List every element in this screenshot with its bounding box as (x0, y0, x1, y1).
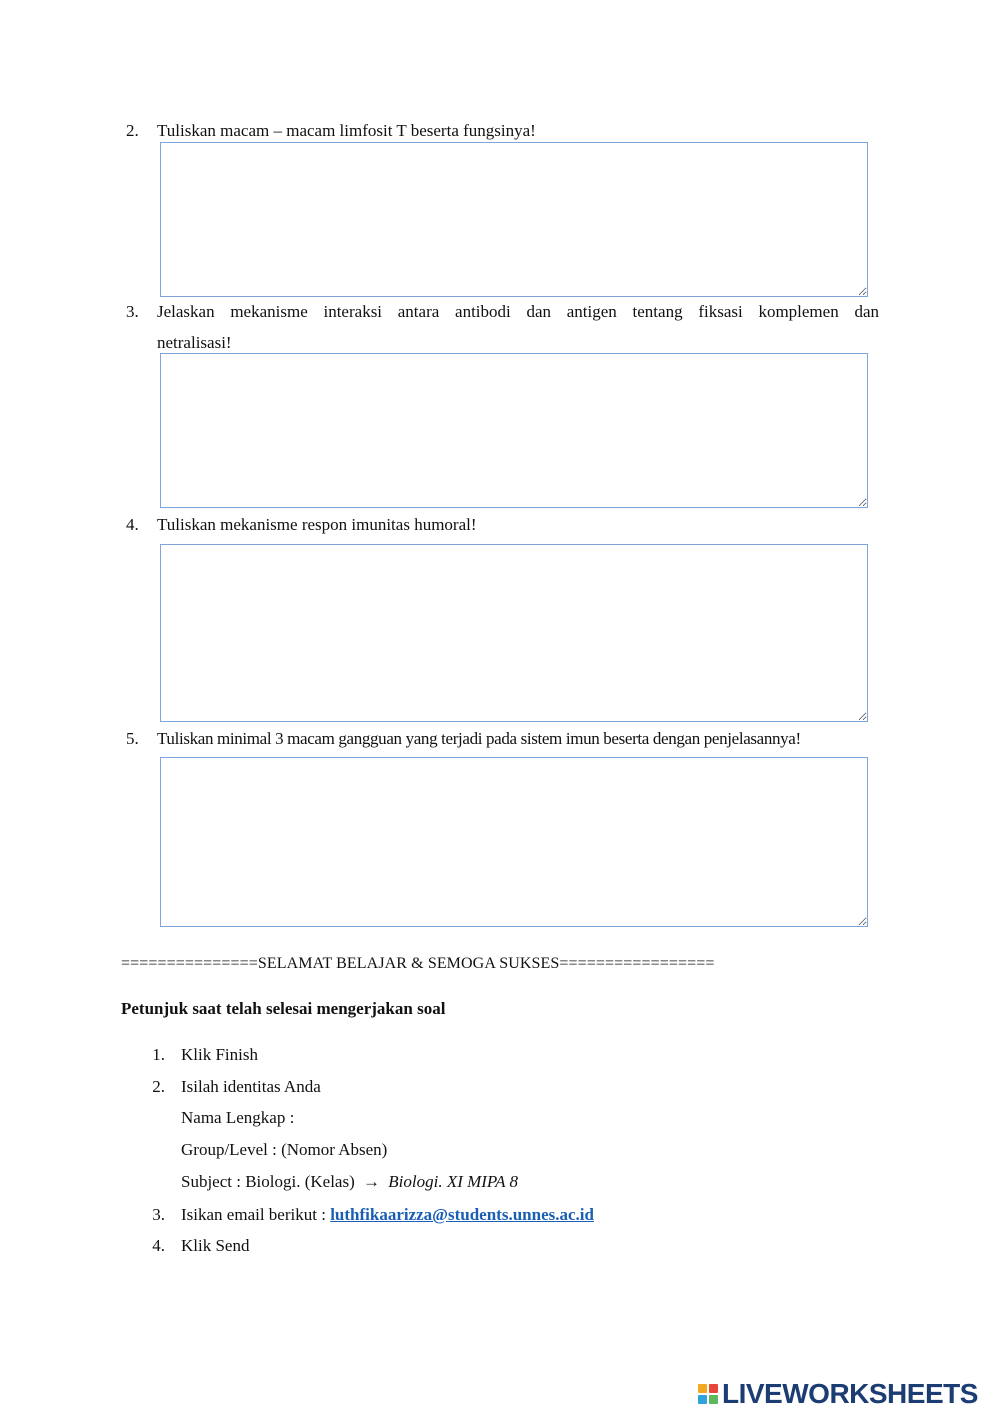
step-number: 3. (152, 1205, 165, 1224)
answer-box-4[interactable] (160, 544, 868, 722)
question-text: Jelaskan mekanisme interaksi antara antibodi dan antigen tentang fiksasi komplemen dan (157, 302, 879, 321)
subject-prefix: Subject : Biologi. (Kelas) (181, 1172, 355, 1191)
closing-divider: ===============SELAMAT BELAJAR & SEMOGA SUKSES================= (121, 955, 715, 972)
liveworksheets-logo (698, 1378, 978, 1410)
question-text: Tuliskan macam – macam limfosit T beserta fungsinya! (157, 121, 536, 140)
question-text-continued: netralisasi! (157, 333, 232, 352)
step-text: Isilah identitas Anda (181, 1077, 321, 1096)
identity-subject-field (181, 1172, 518, 1192)
question-text: Tuliskan minimal 3 macam gangguan yang terjadi pada sistem imun beserta dengan penjelasannya! (157, 729, 801, 748)
step-number: 4. (152, 1236, 165, 1255)
arrow-right-icon: → (363, 1172, 381, 1191)
logo-text: LIVEWORKSHEETS (722, 1378, 978, 1409)
subject-example: Biologi. XI MIPA 8 (388, 1172, 518, 1191)
identity-name-field: Nama Lengkap : (181, 1108, 295, 1127)
logo-square (698, 1395, 707, 1404)
question-number: 4. (126, 515, 139, 534)
step-text: Isikan email berikut : (181, 1205, 331, 1224)
answer-box-5[interactable] (160, 757, 868, 927)
instructions-heading: Petunjuk saat telah selesai mengerjakan soal (121, 999, 446, 1018)
email-link[interactable]: luthfikaarizza@students.unnes.ac.id (330, 1205, 594, 1224)
question-number: 2. (126, 121, 139, 140)
question-number: 5. (126, 729, 139, 748)
step-text: Klik Finish (181, 1045, 258, 1064)
question-number: 3. (126, 302, 139, 321)
question-text: Tuliskan mekanisme respon imunitas humoral! (157, 515, 477, 534)
answer-box-3[interactable] (160, 353, 868, 508)
step-number: 1. (152, 1045, 165, 1064)
step-number: 2. (152, 1077, 165, 1096)
logo-square (698, 1384, 707, 1393)
step-text-wrapper (181, 1204, 594, 1226)
answer-box-2[interactable] (160, 142, 868, 297)
liveworksheets-logo-icon (698, 1384, 718, 1404)
logo-square (709, 1384, 718, 1393)
step-text: Klik Send (181, 1236, 250, 1255)
logo-square (709, 1395, 718, 1404)
identity-group-field: Group/Level : (Nomor Absen) (181, 1140, 388, 1159)
